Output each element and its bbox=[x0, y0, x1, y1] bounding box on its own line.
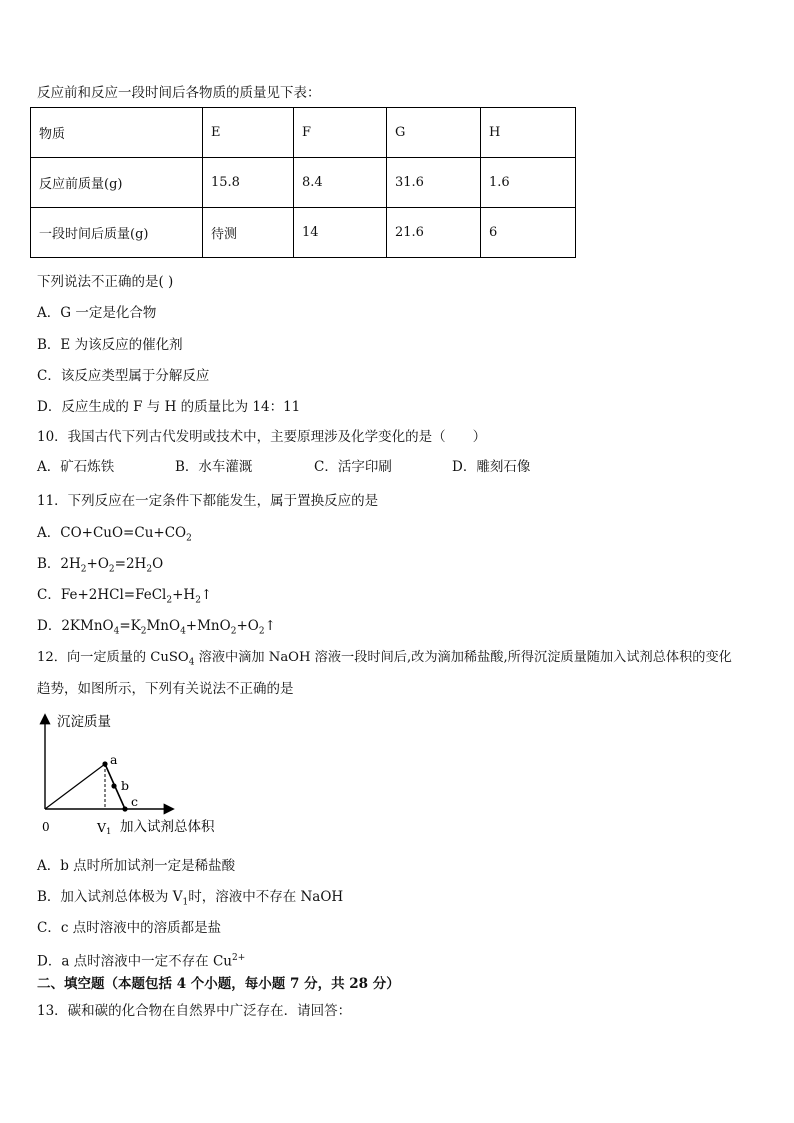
question-13-stem: 13．碳和碳的化合物在自然界中广泛存在．请回答： bbox=[37, 1003, 352, 1019]
table-row bbox=[31, 158, 576, 208]
table-cell: 待测 bbox=[203, 208, 294, 258]
table-cell: 14 bbox=[294, 208, 387, 258]
q12-option-b: B．加入试剂总体极为 $V_1$时，溶液中不存在 NaOH bbox=[37, 889, 344, 908]
table-cell: G bbox=[387, 108, 481, 158]
question-11-stem: 11．下列反应在一定条件下都能发生，属于置换反应的是 bbox=[37, 493, 379, 509]
q9-option-d: D．反应生成的 F 与 H 的质量比为 14：11 bbox=[37, 399, 301, 415]
point-a bbox=[102, 761, 107, 766]
q11-option-a: A．$CO+CuO=Cu+CO_2$ bbox=[37, 525, 192, 544]
table-cell: 8.4 bbox=[294, 158, 387, 208]
x-axis-label: 加入试剂总体积 bbox=[120, 819, 215, 835]
q12-option-d: D．a 点时溶液中一定不存在 $Cu^{2+}$ bbox=[37, 953, 246, 970]
point-c bbox=[122, 806, 127, 811]
table-cell: 物质 bbox=[31, 108, 203, 158]
q12-option-c: C．c 点时溶液中的溶质都是盐 bbox=[37, 920, 222, 936]
q11-option-d: D．$2KMnO_4=K_2MnO_4+MnO_2+O_2↑$ bbox=[37, 618, 276, 637]
q10-option-c: C．活字印刷 bbox=[314, 459, 392, 475]
q10-option-a: A．矿石炼铁 bbox=[37, 459, 115, 475]
table-row bbox=[31, 208, 576, 258]
y-axis-label: 沉淀质量 bbox=[57, 714, 111, 730]
q9-option-c: C．该反应类型属于分解反应 bbox=[37, 368, 210, 384]
table-cell: 6 bbox=[481, 208, 576, 258]
question-10-stem: 10．我国古代下列古代发明或技术中，主要原理涉及化学变化的是（ ） bbox=[37, 429, 487, 445]
table-cell: E bbox=[203, 108, 294, 158]
point-b bbox=[111, 783, 116, 788]
v1-label: V1 bbox=[97, 820, 112, 837]
point-c-label: c bbox=[131, 794, 139, 809]
table-row bbox=[31, 108, 576, 158]
table-cell: 31.6 bbox=[387, 158, 481, 208]
q9-option-a: A．G 一定是化合物 bbox=[37, 305, 157, 321]
precipitate-graph bbox=[30, 710, 250, 838]
table-cell: 一段时间后质量(g) bbox=[31, 208, 203, 258]
table-cell: F bbox=[294, 108, 387, 158]
q10-option-b: B．水车灌溉 bbox=[175, 459, 253, 475]
q9-option-b: B．E 为该反应的催化剂 bbox=[37, 337, 183, 353]
q11-option-b: B．$2H_2+O_2=2H_2O$ bbox=[37, 556, 164, 575]
point-b-label: b bbox=[121, 778, 130, 793]
mass-table bbox=[30, 107, 576, 258]
q10-option-d: D．雕刻石像 bbox=[452, 459, 531, 475]
rise-line bbox=[45, 764, 105, 809]
intro-text: 反应前和反应一段时间后各物质的质量见下表： bbox=[37, 85, 321, 101]
table-cell: H bbox=[481, 108, 576, 158]
table-cell: 15.8 bbox=[203, 158, 294, 208]
question-12-stem-line1: 12．向一定质量的 CuSO$_4$ 溶液中滴加 NaOH 溶液一段时间后,改为滴加稀盐酸,所得沉淀质量随加入试剂总体积的变化 bbox=[37, 650, 732, 668]
origin-label: 0 bbox=[42, 820, 50, 834]
table-cell: 反应前质量(g) bbox=[31, 158, 203, 208]
question-12-stem-line2: 趋势，如图所示，下列有关说法不正确的是 bbox=[37, 681, 294, 697]
point-a-label: a bbox=[110, 752, 118, 767]
section-2-heading: 二、填空题（本题包括 4 个小题，每小题 7 分，共 28 分） bbox=[37, 976, 400, 992]
q12-option-a: A．b 点时所加试剂一定是稀盐酸 bbox=[37, 858, 236, 874]
table-cell: 1.6 bbox=[481, 158, 576, 208]
q11-option-c: C．$Fe+2HCl=FeCl_2+H_2↑$ bbox=[37, 587, 213, 606]
table-cell: 21.6 bbox=[387, 208, 481, 258]
question-9-stem: 下列说法不正确的是( ) bbox=[37, 274, 174, 290]
